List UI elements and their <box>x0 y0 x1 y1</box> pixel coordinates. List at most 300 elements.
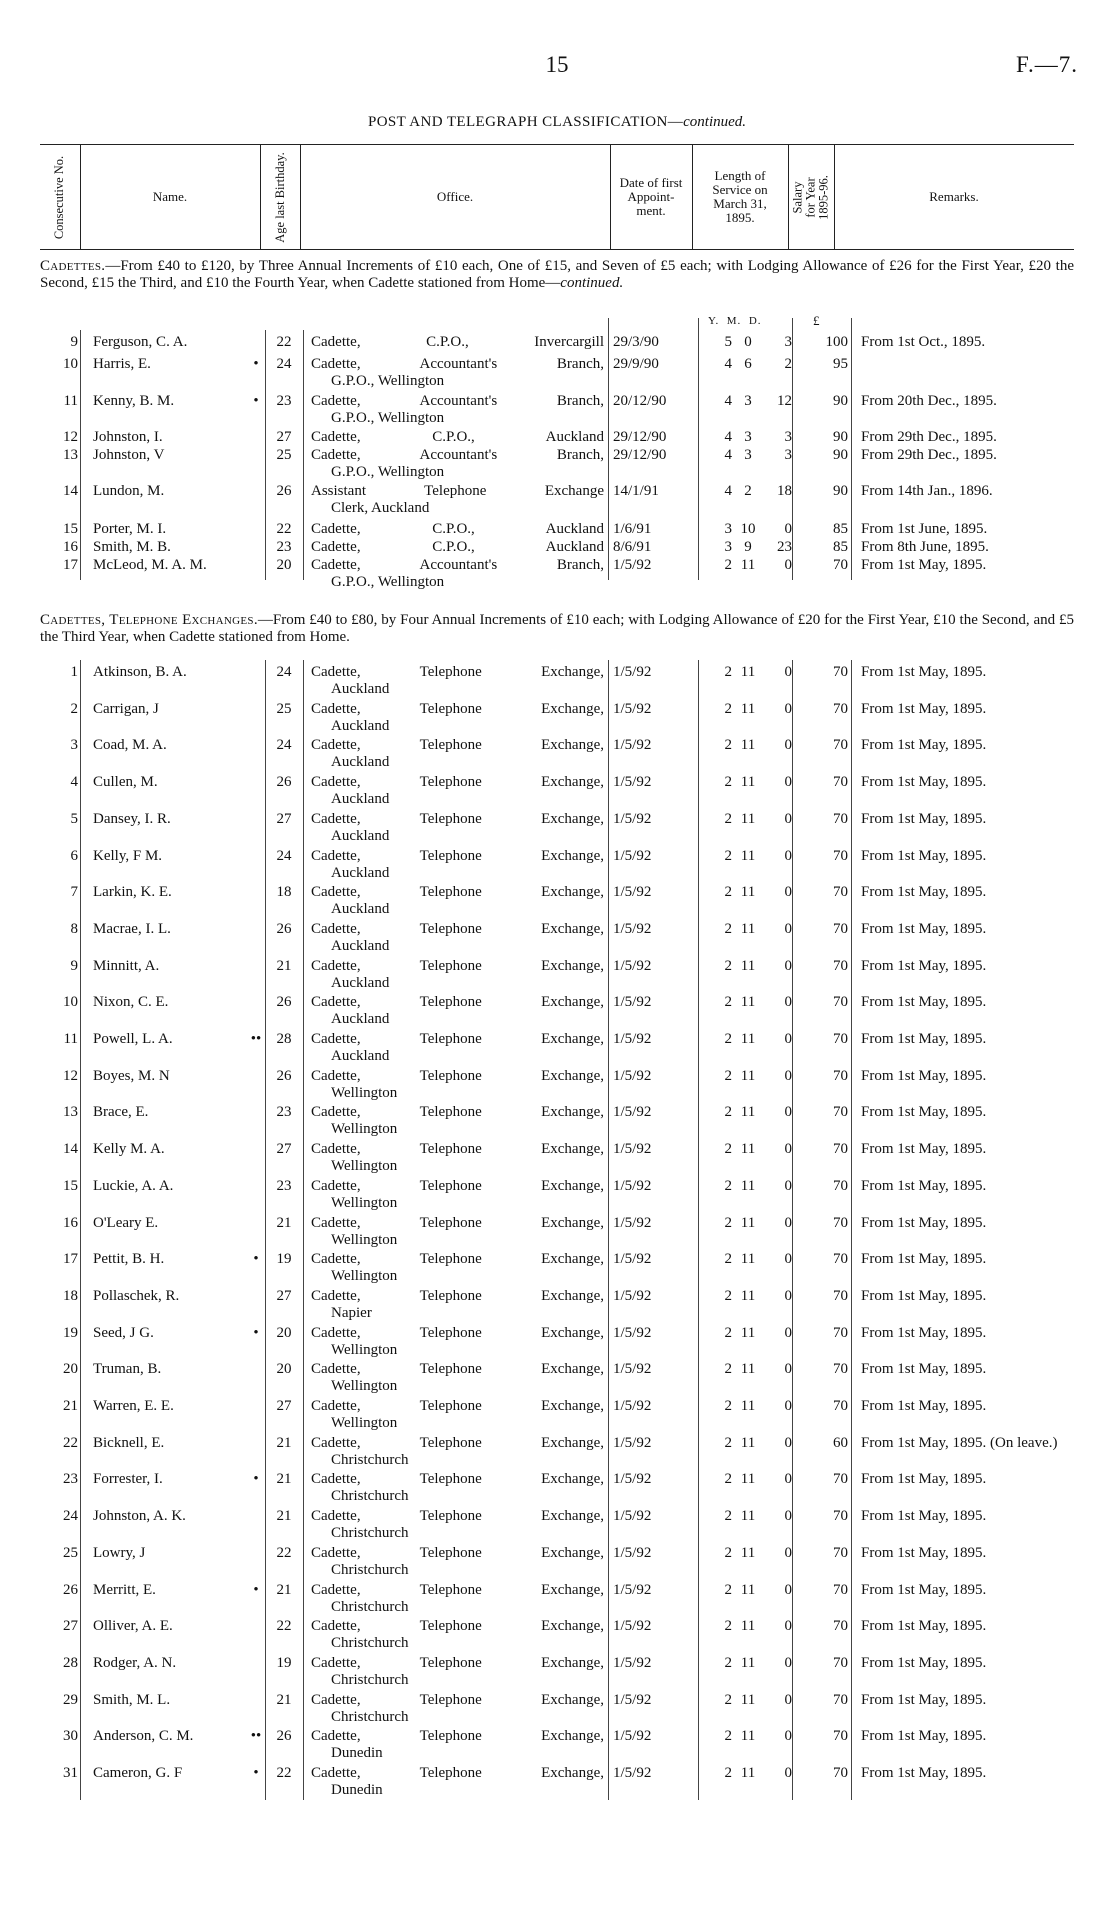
consecutive-no: 30 <box>63 1728 78 1744</box>
years-cell: 2 <box>724 958 732 974</box>
years-cell: 2 <box>724 1728 732 1744</box>
date-cell: 1/5/92 <box>613 1508 652 1524</box>
consecutive-no: 15 <box>63 1178 78 1194</box>
months-cell: 11 <box>740 1031 756 1047</box>
days-cell: 3 <box>784 447 792 463</box>
office-cell: Cadette, Telephone Exchange, <box>311 1728 604 1744</box>
office-cell: Cadette, Telephone Exchange, <box>311 1398 604 1414</box>
salary-cell: 70 <box>833 1178 848 1194</box>
days-cell: 0 <box>784 1435 792 1451</box>
consecutive-no: 6 <box>70 848 78 864</box>
years-cell: 2 <box>724 557 732 573</box>
office-cell: Cadette, Telephone Exchange, <box>311 1251 604 1267</box>
name-cell: McLeod, M. A. M. <box>93 557 207 573</box>
date-cell: 1/5/92 <box>613 557 652 573</box>
age-cell: 22 <box>276 334 292 350</box>
consecutive-no: 13 <box>63 1104 78 1120</box>
office-cell-continued: Christchurch <box>331 1599 409 1615</box>
years-cell: 5 <box>724 334 732 350</box>
salary-cell: 70 <box>833 1251 848 1267</box>
office-cell: Cadette, Telephone Exchange, <box>311 1288 604 1304</box>
office-cell: Cadette, Telephone Exchange, <box>311 848 604 864</box>
consecutive-no: 20 <box>63 1361 78 1377</box>
office-cell-continued: Auckland <box>331 975 390 991</box>
age-cell: 26 <box>276 483 292 499</box>
name-cell: Cullen, M. <box>93 774 158 790</box>
office-cell-continued: Christchurch <box>331 1452 409 1468</box>
consecutive-no: 17 <box>63 557 78 573</box>
office-cell: Cadette, Telephone Exchange, <box>311 1325 604 1341</box>
office-cell-continued: G.P.O., Wellington <box>331 410 445 426</box>
office-cell: Cadette, Telephone Exchange, <box>311 921 604 937</box>
consecutive-no: 2 <box>70 701 78 717</box>
name-cell: Larkin, K. E. <box>93 884 172 900</box>
salary-cell: 95 <box>833 356 848 372</box>
years-cell: 2 <box>724 664 732 680</box>
age-cell: 20 <box>276 557 292 573</box>
days-cell: 0 <box>784 1582 792 1598</box>
office-cell: Cadette, Telephone Exchange, <box>311 1471 604 1487</box>
age-cell: 22 <box>276 1618 292 1634</box>
age-cell: 27 <box>276 429 292 445</box>
unit-months: M. <box>726 315 742 327</box>
office-cell: Cadette, Accountant's Branch, <box>311 356 604 372</box>
name-cell: Johnston, I. <box>93 429 163 445</box>
months-cell: 11 <box>740 994 756 1010</box>
office-cell-continued: Auckland <box>331 1011 390 1027</box>
column-rule <box>265 660 266 1800</box>
title-continued: continued. <box>683 114 747 130</box>
age-cell: 21 <box>276 1582 292 1598</box>
column-rule <box>608 660 609 1800</box>
date-cell: 29/12/90 <box>613 429 667 445</box>
leader-dots: • <box>253 1582 259 1598</box>
column-rule <box>608 318 609 580</box>
section-telephone-title: Cadettes, Telephone Exchanges. <box>40 612 258 628</box>
consecutive-no: 23 <box>63 1471 78 1487</box>
salary-cell: 70 <box>833 1104 848 1120</box>
date-cell: 1/5/92 <box>613 1031 652 1047</box>
years-cell: 2 <box>724 1104 732 1120</box>
salary-cell: 70 <box>833 884 848 900</box>
salary-cell: 70 <box>833 557 848 573</box>
date-cell: 1/5/92 <box>613 1068 652 1084</box>
office-cell: Cadette, Telephone Exchange, <box>311 1765 604 1781</box>
days-cell: 0 <box>784 774 792 790</box>
header-salary: Salary for Year 1895-96. <box>788 145 835 249</box>
months-cell: 11 <box>740 884 756 900</box>
consecutive-no: 14 <box>63 483 78 499</box>
remarks-cell: From 1st May, 1895. <box>861 1104 987 1120</box>
salary-cell: 70 <box>833 1508 848 1524</box>
name-cell: Forrester, I. <box>93 1471 163 1487</box>
name-cell: Boyes, M. N <box>93 1068 170 1084</box>
months-cell: 3 <box>744 447 752 463</box>
column-rule <box>698 318 699 580</box>
date-cell: 1/5/92 <box>613 1215 652 1231</box>
days-cell: 0 <box>784 1251 792 1267</box>
remarks-cell: From 1st May, 1895. <box>861 1325 987 1341</box>
page-reference: F.—7. <box>1016 52 1078 77</box>
salary-cell: 70 <box>833 848 848 864</box>
age-cell: 23 <box>276 1104 292 1120</box>
office-cell: Cadette, Telephone Exchange, <box>311 811 604 827</box>
name-cell: Lowry, J <box>93 1545 146 1561</box>
salary-cell: 70 <box>833 811 848 827</box>
salary-cell: 70 <box>833 1618 848 1634</box>
date-cell: 1/5/92 <box>613 664 652 680</box>
name-cell: Minnitt, A. <box>93 958 160 974</box>
office-cell-continued: Auckland <box>331 791 390 807</box>
remarks-cell: From 1st May, 1895. <box>861 1398 987 1414</box>
name-cell: Pettit, B. H. <box>93 1251 165 1267</box>
date-cell: 1/5/92 <box>613 1582 652 1598</box>
years-cell: 4 <box>724 429 732 445</box>
salary-cell: 70 <box>833 1215 848 1231</box>
days-cell: 3 <box>784 429 792 445</box>
months-cell: 11 <box>740 1068 756 1084</box>
consecutive-no: 12 <box>63 429 78 445</box>
months-cell: 11 <box>740 1765 756 1781</box>
column-rule <box>265 330 266 580</box>
age-cell: 19 <box>276 1655 292 1671</box>
office-cell: Assistant Telephone Exchange <box>311 483 604 499</box>
age-cell: 26 <box>276 1068 292 1084</box>
office-cell-continued: Christchurch <box>331 1672 409 1688</box>
leader-dots: • <box>253 1765 259 1781</box>
years-cell: 2 <box>724 994 732 1010</box>
header-length: Length of Service on March 31, 1895. <box>692 145 789 249</box>
remarks-cell: From 1st May, 1895. <box>861 1141 987 1157</box>
office-cell-continued: Dunedin <box>331 1782 383 1798</box>
unit-days: D. <box>748 315 762 327</box>
page-number: 15 <box>545 52 569 77</box>
salary-cell: 70 <box>833 1398 848 1414</box>
days-cell: 0 <box>784 921 792 937</box>
units-ymd <box>708 315 762 327</box>
age-cell: 21 <box>276 1435 292 1451</box>
remarks-cell: From 1st May, 1895. <box>861 1765 987 1781</box>
days-cell: 0 <box>784 1765 792 1781</box>
years-cell: 2 <box>724 811 732 827</box>
remarks-cell: From 1st May, 1895. <box>861 1288 987 1304</box>
leader-dots: • <box>253 1471 259 1487</box>
consecutive-no: 5 <box>70 811 78 827</box>
remarks-cell: From 1st May, 1895. <box>861 1545 987 1561</box>
months-cell: 11 <box>740 1435 756 1451</box>
days-cell: 0 <box>784 1471 792 1487</box>
name-cell: Warren, E. E. <box>93 1398 174 1414</box>
office-cell: Cadette, Telephone Exchange, <box>311 994 604 1010</box>
date-cell: 1/5/92 <box>613 774 652 790</box>
salary-cell: 70 <box>833 1655 848 1671</box>
remarks-cell: From 1st May, 1895. <box>861 994 987 1010</box>
days-cell: 0 <box>784 521 792 537</box>
years-cell: 2 <box>724 921 732 937</box>
office-cell-continued: Wellington <box>331 1158 398 1174</box>
date-cell: 1/5/92 <box>613 1178 652 1194</box>
days-cell: 0 <box>784 701 792 717</box>
days-cell: 0 <box>784 1178 792 1194</box>
date-cell: 8/6/91 <box>613 539 652 555</box>
remarks-cell: From 1st May, 1895. <box>861 1471 987 1487</box>
age-cell: 24 <box>276 356 292 372</box>
office-cell: Cadette, Telephone Exchange, <box>311 1618 604 1634</box>
years-cell: 2 <box>724 1398 732 1414</box>
office-cell: Cadette, Telephone Exchange, <box>311 1435 604 1451</box>
days-cell: 0 <box>784 1104 792 1120</box>
remarks-cell: From 1st May, 1895. <box>861 1508 987 1524</box>
consecutive-no: 25 <box>63 1545 78 1561</box>
section-cadettes-continued: continued. <box>560 275 624 291</box>
column-rule <box>80 660 81 1800</box>
consecutive-no: 17 <box>63 1251 78 1267</box>
years-cell: 2 <box>724 1508 732 1524</box>
days-cell: 0 <box>784 1508 792 1524</box>
page-title <box>0 114 1114 131</box>
office-cell: Cadette, Telephone Exchange, <box>311 958 604 974</box>
section-cadettes-text: —From £40 to £120, by Three Annual Increments of £10 each, One of £15, and Seven of £5 each; with Lodging Allowance of £26 for the First Year, £20 the Second, £15 the Third, and £10 the Fourth Year, when Cadette stationed from Home— <box>40 258 1074 291</box>
days-cell: 0 <box>784 557 792 573</box>
days-cell: 0 <box>784 1692 792 1708</box>
office-cell: Cadette, Telephone Exchange, <box>311 1655 604 1671</box>
header-name: Name. <box>80 145 261 249</box>
years-cell: 2 <box>724 1655 732 1671</box>
age-cell: 27 <box>276 1398 292 1414</box>
days-cell: 0 <box>784 1325 792 1341</box>
header-consecutive-no: Consecutive No. <box>40 145 81 249</box>
age-cell: 22 <box>276 1545 292 1561</box>
consecutive-no: 10 <box>63 994 78 1010</box>
months-cell: 11 <box>740 1692 756 1708</box>
column-rule <box>698 660 699 1800</box>
name-cell: Merritt, E. <box>93 1582 156 1598</box>
years-cell: 2 <box>724 884 732 900</box>
office-cell-continued: Auckland <box>331 901 390 917</box>
name-cell: Cameron, G. F <box>93 1765 183 1781</box>
name-cell: Ferguson, C. A. <box>93 334 188 350</box>
years-cell: 4 <box>724 356 732 372</box>
date-cell: 1/5/92 <box>613 958 652 974</box>
office-cell-continued: Wellington <box>331 1415 398 1431</box>
column-rule <box>303 660 304 1800</box>
name-cell: Porter, M. I. <box>93 521 167 537</box>
months-cell: 0 <box>744 334 752 350</box>
consecutive-no: 13 <box>63 447 78 463</box>
office-cell-continued: G.P.O., Wellington <box>331 574 445 590</box>
consecutive-no: 11 <box>63 1031 78 1047</box>
age-cell: 24 <box>276 737 292 753</box>
remarks-cell: From 1st May, 1895. <box>861 811 987 827</box>
name-cell: O'Leary E. <box>93 1215 159 1231</box>
remarks-cell: From 1st May, 1895. <box>861 1655 987 1671</box>
consecutive-no: 8 <box>70 921 78 937</box>
years-cell: 4 <box>724 483 732 499</box>
date-cell: 1/5/92 <box>613 1692 652 1708</box>
name-cell: Johnston, V <box>93 447 165 463</box>
salary-cell: 70 <box>833 664 848 680</box>
salary-cell: 90 <box>833 447 848 463</box>
months-cell: 11 <box>740 1288 756 1304</box>
days-cell: 0 <box>784 1545 792 1561</box>
date-cell: 1/5/92 <box>613 1435 652 1451</box>
consecutive-no: 3 <box>70 737 78 753</box>
office-cell-continued: Wellington <box>331 1195 398 1211</box>
salary-cell: 70 <box>833 774 848 790</box>
consecutive-no: 24 <box>63 1508 78 1524</box>
age-cell: 28 <box>276 1031 292 1047</box>
office-cell: Cadette, Telephone Exchange, <box>311 701 604 717</box>
months-cell: 6 <box>744 356 752 372</box>
age-cell: 21 <box>276 1508 292 1524</box>
months-cell: 3 <box>744 429 752 445</box>
name-cell: Seed, J G. <box>93 1325 154 1341</box>
name-cell: Nixon, C. E. <box>93 994 169 1010</box>
office-cell: Cadette, C.P.O., Auckland <box>311 539 604 555</box>
office-cell: Cadette, Telephone Exchange, <box>311 1141 604 1157</box>
days-cell: 0 <box>784 1398 792 1414</box>
months-cell: 11 <box>740 1178 756 1194</box>
years-cell: 2 <box>724 1545 732 1561</box>
title-main: POST AND TELEGRAPH CLASSIFICATION— <box>367 114 684 130</box>
header-remarks: Remarks. <box>929 189 979 204</box>
consecutive-no: 29 <box>63 1692 78 1708</box>
salary-cell: 90 <box>833 483 848 499</box>
office-cell-continued: Wellington <box>331 1232 398 1248</box>
months-cell: 11 <box>740 737 756 753</box>
column-rule <box>303 330 304 580</box>
column-rule <box>792 660 793 1800</box>
date-cell: 1/5/92 <box>613 1618 652 1634</box>
office-cell: Cadette, Telephone Exchange, <box>311 1692 604 1708</box>
months-cell: 11 <box>740 1325 756 1341</box>
column-rule <box>851 660 852 1800</box>
date-cell: 1/5/92 <box>613 1361 652 1377</box>
days-cell: 0 <box>784 1361 792 1377</box>
years-cell: 2 <box>724 701 732 717</box>
consecutive-no: 22 <box>63 1435 78 1451</box>
days-cell: 0 <box>784 958 792 974</box>
consecutive-no: 26 <box>63 1582 78 1598</box>
remarks-cell: From 14th Jan., 1896. <box>861 483 993 499</box>
age-cell: 21 <box>276 1692 292 1708</box>
column-rule <box>80 330 81 580</box>
months-cell: 11 <box>740 1508 756 1524</box>
months-cell: 11 <box>740 1545 756 1561</box>
months-cell: 11 <box>740 774 756 790</box>
remarks-cell: From 1st May, 1895. <box>861 557 987 573</box>
section-cadettes-title: Cadettes. <box>40 258 106 274</box>
months-cell: 2 <box>744 483 752 499</box>
days-cell: 12 <box>777 393 792 409</box>
salary-cell: 70 <box>833 1288 848 1304</box>
name-cell: Luckie, A. A. <box>93 1178 174 1194</box>
date-cell: 1/5/92 <box>613 1251 652 1267</box>
consecutive-no: 11 <box>63 393 78 409</box>
leader-dots: • <box>253 1251 259 1267</box>
age-cell: 23 <box>276 393 292 409</box>
age-cell: 25 <box>276 701 292 717</box>
years-cell: 2 <box>724 1582 732 1598</box>
days-cell: 18 <box>777 483 792 499</box>
leader-dots: • <box>253 393 259 409</box>
date-cell: 14/1/91 <box>613 483 659 499</box>
office-cell-continued: Wellington <box>331 1378 398 1394</box>
remarks-cell: From 1st May, 1895. <box>861 737 987 753</box>
date-cell: 20/12/90 <box>613 393 667 409</box>
age-cell: 26 <box>276 921 292 937</box>
remarks-cell: From 29th Dec., 1895. <box>861 429 997 445</box>
days-cell: 0 <box>784 1215 792 1231</box>
name-cell: Smith, M. B. <box>93 539 171 555</box>
years-cell: 2 <box>724 1471 732 1487</box>
office-cell: Cadette, Accountant's Branch, <box>311 393 604 409</box>
remarks-cell: From 1st May, 1895. <box>861 1068 987 1084</box>
remarks-cell: From 20th Dec., 1895. <box>861 393 997 409</box>
date-cell: 1/5/92 <box>613 1471 652 1487</box>
age-cell: 21 <box>276 958 292 974</box>
years-cell: 2 <box>724 1361 732 1377</box>
months-cell: 11 <box>740 664 756 680</box>
section-telephone-heading <box>40 612 1074 646</box>
date-cell: 1/5/92 <box>613 811 652 827</box>
days-cell: 0 <box>784 1068 792 1084</box>
leader-dots: •• <box>250 1031 262 1047</box>
remarks-cell: From 1st May, 1895. (On leave.) <box>861 1435 1058 1451</box>
office-cell-continued: G.P.O., Wellington <box>331 464 445 480</box>
name-cell: Lundon, M. <box>93 483 165 499</box>
salary-cell: 70 <box>833 994 848 1010</box>
office-cell: Cadette, Telephone Exchange, <box>311 1215 604 1231</box>
days-cell: 0 <box>784 1728 792 1744</box>
remarks-cell: From 1st May, 1895. <box>861 701 987 717</box>
days-cell: 0 <box>784 848 792 864</box>
salary-cell: 70 <box>833 1031 848 1047</box>
consecutive-no: 18 <box>63 1288 78 1304</box>
name-cell: Macrae, I. L. <box>93 921 171 937</box>
office-cell-continued: Auckland <box>331 865 390 881</box>
office-cell-continued: Christchurch <box>331 1562 409 1578</box>
months-cell: 11 <box>740 1471 756 1487</box>
years-cell: 2 <box>724 1178 732 1194</box>
months-cell: 11 <box>740 1582 756 1598</box>
age-cell: 23 <box>276 1178 292 1194</box>
office-cell: Cadette, Telephone Exchange, <box>311 737 604 753</box>
name-cell: Pollaschek, R. <box>93 1288 180 1304</box>
column-rule <box>792 318 793 580</box>
remarks-cell: From 1st May, 1895. <box>861 664 987 680</box>
office-cell-continued: G.P.O., Wellington <box>331 373 445 389</box>
consecutive-no: 16 <box>63 1215 78 1231</box>
salary-cell: 85 <box>833 539 848 555</box>
months-cell: 11 <box>740 921 756 937</box>
name-cell: Rodger, A. N. <box>93 1655 177 1671</box>
table-header <box>40 144 1074 250</box>
date-cell: 29/3/90 <box>613 334 659 350</box>
age-cell: 27 <box>276 1288 292 1304</box>
date-cell: 1/5/92 <box>613 1288 652 1304</box>
remarks-cell: From 1st May, 1895. <box>861 1618 987 1634</box>
months-cell: 11 <box>740 1215 756 1231</box>
consecutive-no: 31 <box>63 1765 78 1781</box>
remarks-cell: From 1st May, 1895. <box>861 774 987 790</box>
office-cell-continued: Auckland <box>331 1048 390 1064</box>
office-cell: Cadette, Telephone Exchange, <box>311 1068 604 1084</box>
office-cell: Cadette, C.P.O., Invercargill <box>311 334 604 350</box>
remarks-cell: From 8th June, 1895. <box>861 539 989 555</box>
salary-cell: 70 <box>833 921 848 937</box>
years-cell: 2 <box>724 1068 732 1084</box>
